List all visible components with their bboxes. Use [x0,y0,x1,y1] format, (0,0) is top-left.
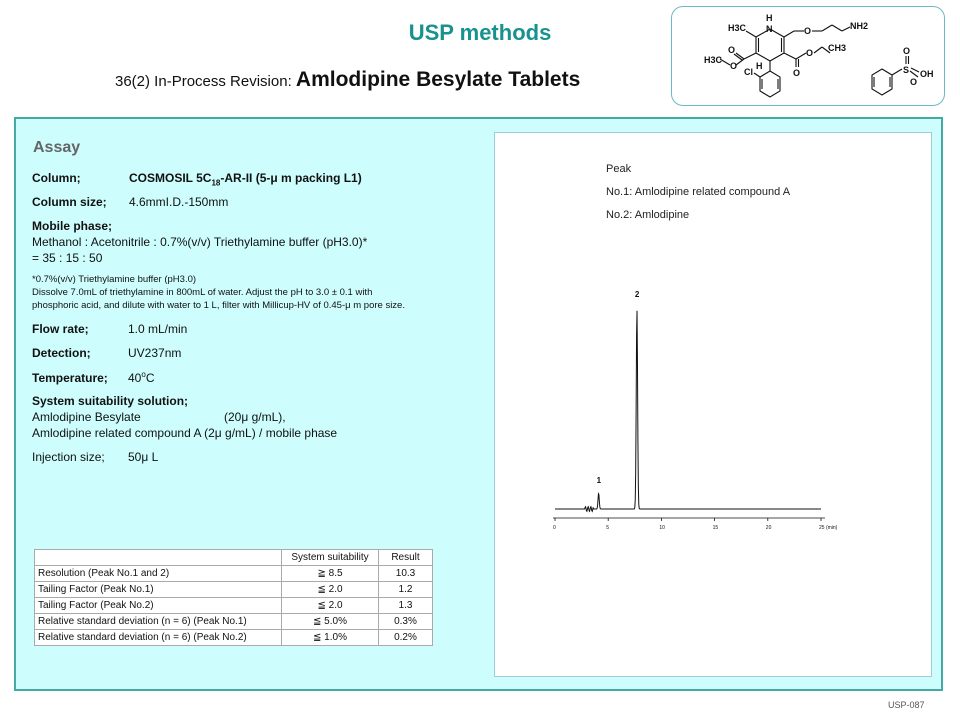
temperature-degree: o [141,370,146,379]
x-axis-ticks [553,518,838,531]
row-criterion: ≦ 1.0% [282,630,379,646]
x-tick-label: 15 [712,525,719,531]
column-size-label: Column size; [32,195,107,209]
row-label: Tailing Factor (Peak No.1) [35,582,282,598]
row-result: 1.3 [379,598,433,614]
row-label: Tailing Factor (Peak No.2) [35,598,282,614]
peak2-label: 2 [634,290,640,299]
column-row [32,171,362,187]
row-label: Relative standard deviation (n = 6) (Peak No.1) [35,614,282,630]
table-row [35,598,433,614]
x-tick-label: 10 [659,525,665,531]
label-so-top: O [903,46,911,56]
label-s: S [903,65,910,75]
column-value-pre: COSMOSIL 5C [129,171,212,185]
row-result: 0.3% [379,614,433,630]
structure-drawing [672,7,944,105]
column-label: Column; [32,171,81,185]
injection-label: Injection size; [32,450,105,464]
column-size-value: 4.6mmI.D.-150mm [129,195,229,209]
buffer-note-line2: Dissolve 7.0mL of triethylamine in 800mL of water. Adjust the pH to 3.0 ± 0.1 with [32,287,373,298]
assay-title: Assay [33,139,81,156]
x-tick-label: 25 (min) [819,525,838,531]
row-label: Relative standard deviation (n = 6) (Peak No.2) [35,630,282,646]
buffer-note-line3: phosphoric acid, and dilute with water to 1 L, filter with Millicup-HV of 0.45-μ m pore size. [32,300,405,311]
buffer-note-line1: *0.7%(v/v) Triethylamine buffer (pH3.0) [32,274,197,285]
row-label: Resolution (Peak No.1 and 2) [35,566,282,582]
table-row [35,566,433,582]
sss-label-text: System suitability solution; [32,394,189,408]
label-h-top: H [766,13,773,23]
label-n: N [766,24,773,34]
temperature-row [32,370,154,385]
table-row [35,582,433,598]
row-result: 10.3 [379,566,433,582]
slide-code: USP-087 [888,700,925,710]
peak1-description: No.1: Amlodipine related compound A [606,186,791,198]
table-header-row [35,550,433,566]
mobile-phase-line2: = 35 : 15 : 50 [32,251,103,265]
flow-rate-row [32,322,187,336]
header-cell-system-suitability: System suitability [282,550,379,566]
chromatogram-panel [494,132,932,677]
row-criterion: ≧ 8.5 [282,566,379,582]
x-tick-label: 20 [765,525,772,531]
mobile-phase-label-text: Mobile phase; [32,219,113,233]
subtitle-main: Amlodipine Besylate Tablets [295,68,581,91]
label-ester-o2-right: O [806,48,814,58]
page-title: USP methods [408,20,552,45]
sss-line2: Amlodipine related compound A (2μ g/mL) / mobile phase [32,426,338,440]
chemical-structure [671,6,945,106]
results-table [34,549,433,646]
subtitle-prefix: 36(2) In-Process Revision: [115,73,296,90]
table-row [35,614,433,630]
chromatogram-chart [535,283,875,543]
header-cell-blank [35,550,282,566]
column-size-row [32,195,228,209]
sss-label [32,394,188,408]
header-cell-result: Result [379,550,433,566]
row-criterion: ≦ 2.0 [282,598,379,614]
row-result: 0.2% [379,630,433,646]
table-row [35,630,433,646]
row-criterion: ≦ 2.0 [282,582,379,598]
assay-panel [14,117,943,691]
flow-rate-value: 1.0 mL/min [128,322,188,336]
injection-value: 50μ L [128,450,159,464]
column-value-post: -AR-II (5-μ m packing L1) [220,171,362,185]
temperature-unit: C [145,371,155,385]
label-h-ring: H [756,61,763,71]
label-h3c-ester: H3C [704,55,723,65]
sss-line1-value: (20μ g/mL), [224,410,286,424]
label-ether-o: O [804,26,812,36]
x-tick-label: 0 [553,525,556,531]
chromatogram-trace [555,311,821,512]
label-so-bottom: O [910,77,918,87]
label-cl: Cl [744,67,753,77]
label-h3c-top: H3C [728,23,747,33]
page-subtitle [115,68,580,92]
temperature-label: Temperature; [32,371,108,385]
detection-value: UV237nm [128,346,182,360]
sss-line1 [32,410,286,424]
x-tick-label: 5 [606,525,609,531]
flow-rate-label: Flow rate; [32,322,89,336]
mobile-phase-label [32,219,112,233]
column-value [129,171,362,188]
row-criterion: ≦ 5.0% [282,614,379,630]
label-nh2: NH2 [850,21,869,31]
label-ester-o2-left: O [730,61,738,71]
detection-row [32,346,181,360]
injection-row [32,450,158,464]
row-result: 1.2 [379,582,433,598]
peak1-label: 1 [596,476,602,485]
label-ester-o-right: O [793,68,801,78]
sss-line1-name: Amlodipine Besylate [32,410,141,424]
label-oh: OH [920,69,934,79]
detection-label: Detection; [32,346,91,360]
temperature-value: 40 [128,371,142,385]
label-ch3: CH3 [828,43,847,53]
mobile-phase-line1: Methanol : Acetonitrile : 0.7%(v/v) Triethylamine buffer (pH3.0)* [32,235,368,249]
label-ester-o-left: O [728,45,736,55]
peak-heading: Peak [606,163,632,175]
peak2-description: No.2: Amlodipine [606,209,690,221]
column-value-sub: 18 [211,178,221,188]
